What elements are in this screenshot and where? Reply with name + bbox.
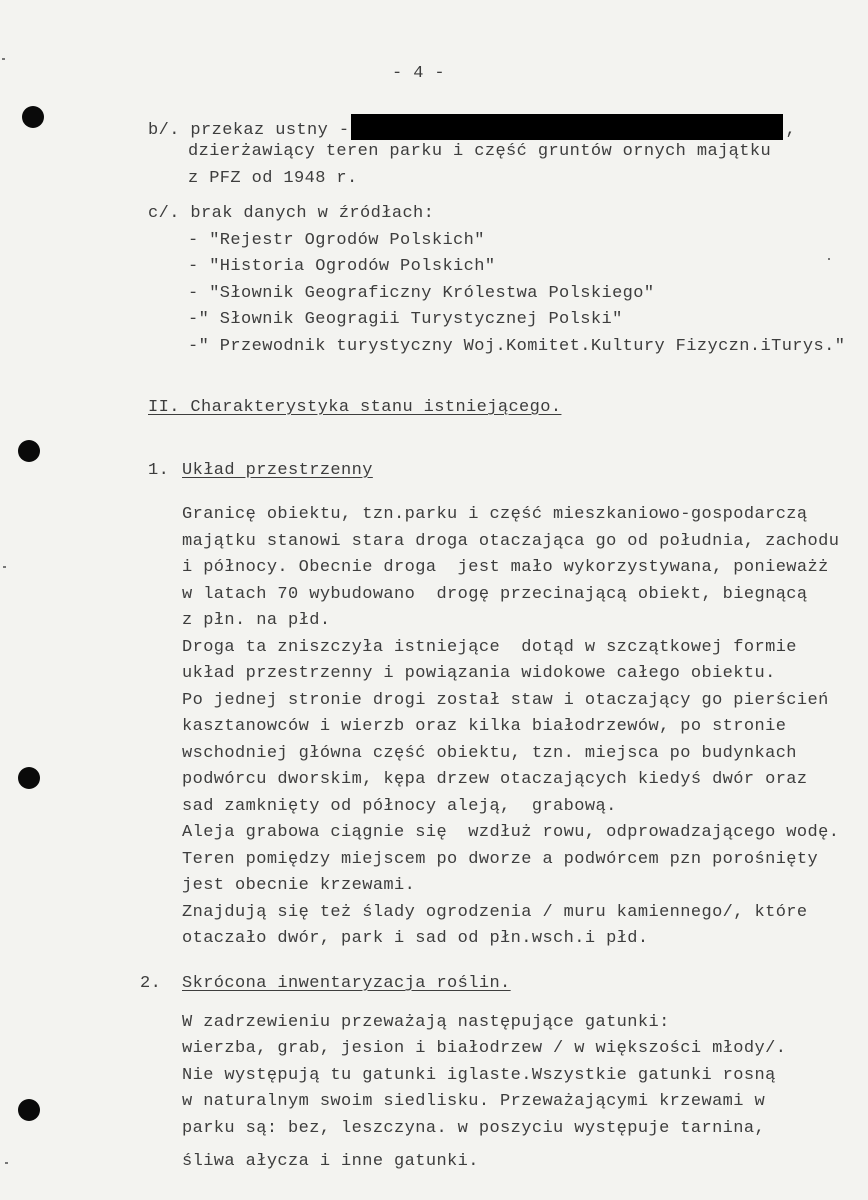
paper-speck xyxy=(828,258,830,260)
body-line: Nie występują tu gatunki iglaste.Wszystkie gatunki rosną xyxy=(182,1066,776,1085)
subsection-1-number: 1. xyxy=(148,461,170,480)
paper-speck xyxy=(5,1162,8,1164)
section-b-prefix: b/. przekaz ustny - xyxy=(148,121,350,140)
body-line: w latach 70 wybudowano drogę przecinającą obiekt, biegnącą xyxy=(182,585,808,604)
source-list-item: - "Rejestr Ogrodów Polskich" xyxy=(188,231,485,250)
subsection-2-number: 2. xyxy=(140,974,162,993)
punch-hole-4 xyxy=(18,1099,40,1121)
section-b-line-1 xyxy=(148,114,796,141)
body-line: układ przestrzenny i powiązania widokowe całego obiektu. xyxy=(182,664,776,683)
source-list-item: -" Słownik Geogragii Turystycznej Polski" xyxy=(188,310,623,329)
paper-speck xyxy=(3,566,6,568)
body-line: Granicę obiektu, tzn.parku i część mieszkaniowo-gospodarczą xyxy=(182,505,808,524)
body-line: wschodniej główna część obiektu, tzn. miejsca po budynkach xyxy=(182,744,797,763)
source-list-item: - "Słownik Geograficzny Królestwa Polskiego" xyxy=(188,284,655,303)
paper-speck xyxy=(2,58,5,60)
body-line: otaczało dwór, park i sad od płn.wsch.i płd. xyxy=(182,929,649,948)
body-line: Teren pomiędzy miejscem po dworze a podwórcem pzn porośnięty xyxy=(182,850,819,869)
source-list-item: - "Historia Ogrodów Polskich" xyxy=(188,257,496,276)
punch-hole-1 xyxy=(22,106,44,128)
subsection-1-title: Układ przestrzenny xyxy=(182,461,373,480)
body-line: z płn. na płd. xyxy=(182,611,331,630)
body-line: parku są: bez, leszczyna. w poszyciu występuje tarnina, xyxy=(182,1119,766,1138)
body-line: kasztanowców i wierzb oraz kilka białodrzewów, po stronie xyxy=(182,717,787,736)
body-line: Po jednej stronie drogi został staw i otaczający go pierścień xyxy=(182,691,829,710)
body-line: W zadrzewieniu przeważają następujące gatunki: xyxy=(182,1013,670,1032)
section-b-line-3: z PFZ od 1948 r. xyxy=(188,169,358,188)
body-line: wierzba, grab, jesion i białodrzew / w większości młody/. xyxy=(182,1039,787,1058)
subsection-2-title: Skrócona inwentaryzacja roślin. xyxy=(182,974,511,993)
body-line: Droga ta zniszczyła istniejące dotąd w szczątkowej formie xyxy=(182,638,797,657)
section-ii-heading: II. Charakterystyka stanu istniejącego. xyxy=(148,398,562,417)
punch-hole-3 xyxy=(18,767,40,789)
punch-hole-2 xyxy=(18,440,40,462)
body-line: majątku stanowi stara droga otaczająca go od południa, zachodu xyxy=(182,532,840,551)
section-b-suffix: , xyxy=(785,121,797,140)
body-line: Aleja grabowa ciągnie się wzdłuż rowu, odprowadzającego wodę. xyxy=(182,823,840,842)
redaction-bar xyxy=(351,114,783,140)
body-line: sad zamknięty od północy aleją, grabową. xyxy=(182,797,617,816)
section-c-heading: c/. brak danych w źródłach: xyxy=(148,204,435,223)
source-list-item: -" Przewodnik turystyczny Woj.Komitet.Kultury Fizyczn.iTurys." xyxy=(188,337,846,356)
body-line: śliwa ałycza i inne gatunki. xyxy=(182,1152,479,1171)
body-line: Znajdują się też ślady ogrodzenia / muru kamiennego/, które xyxy=(182,903,808,922)
page-number: - 4 - xyxy=(392,64,446,83)
body-line: w naturalnym swoim siedlisku. Przeważającymi krzewami w xyxy=(182,1092,766,1111)
body-line: i północy. Obecnie droga jest mało wykorzystywana, ponieważż xyxy=(182,558,829,577)
section-b-line-2: dzierżawiący teren parku i część gruntów ornych majątku xyxy=(188,142,772,161)
body-line: podwórcu dworskim, kępa drzew otaczających kiedyś dwór oraz xyxy=(182,770,808,789)
body-line: jest obecnie krzewami. xyxy=(182,876,416,895)
